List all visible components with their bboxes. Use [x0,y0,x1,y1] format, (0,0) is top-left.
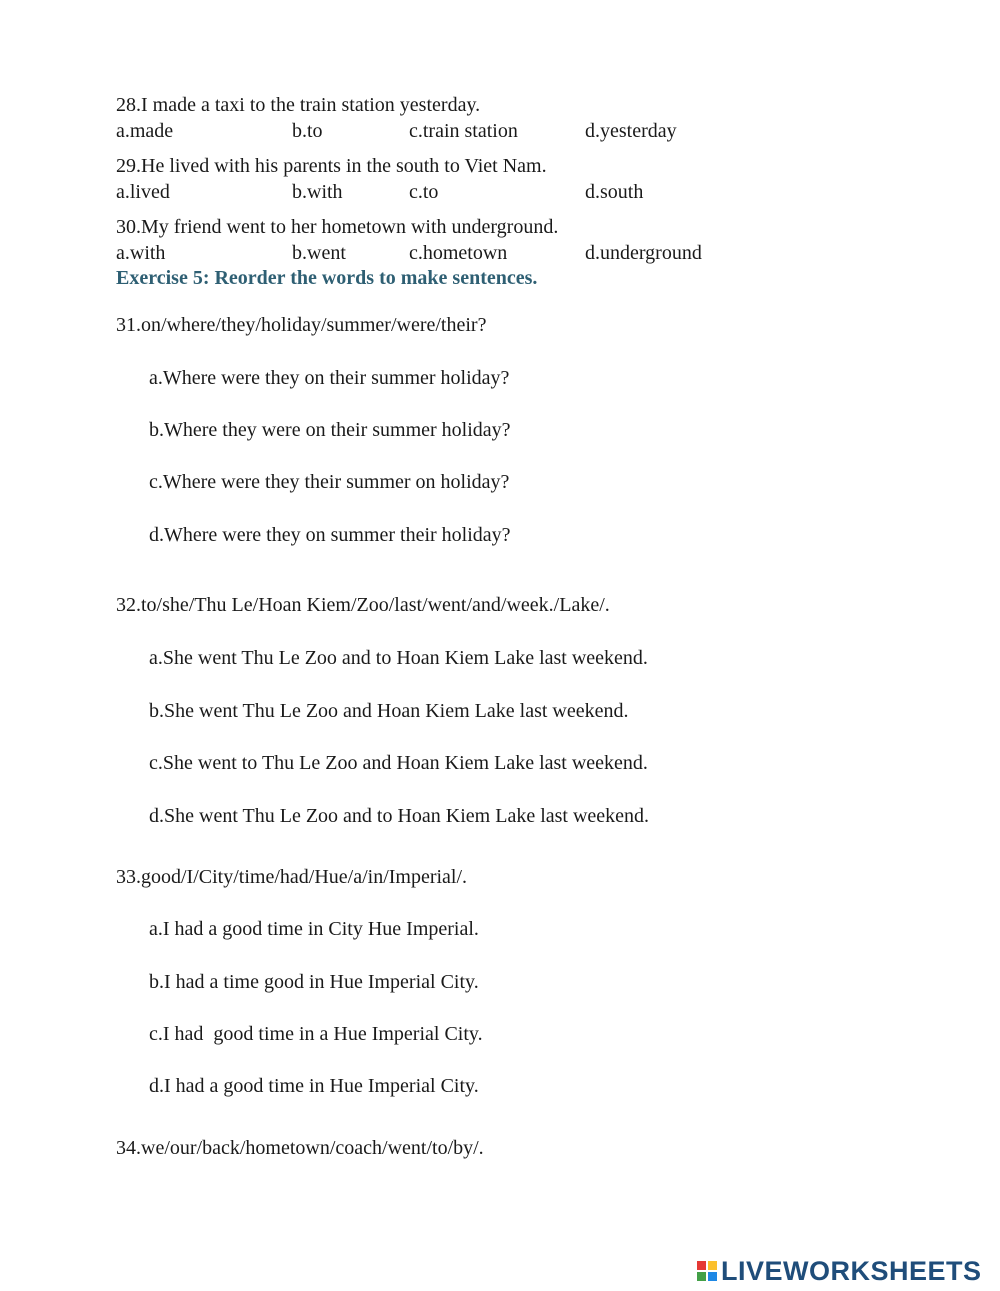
option-a[interactable]: a.with [116,242,166,264]
question-32-answer-d[interactable]: d.She went Thu Le Zoo and to Hoan Kiem Lake last weekend. [149,805,650,827]
question-31-prompt: 31.on/where/they/holiday/summer/were/their? [116,314,487,336]
question-33-answer-b[interactable]: b.I had a time good in Hue Imperial City. [149,971,479,993]
question-31-answer-a[interactable]: a.Where were they on their summer holiday? [149,367,510,389]
question-33-answer-a[interactable]: a.I had a good time in City Hue Imperial. [149,918,479,940]
logo-square-blue [708,1272,717,1281]
question-33-prompt: 33.good/I/City/time/had/Hue/a/in/Imperial/. [116,866,468,888]
option-d[interactable]: d.yesterday [585,120,677,142]
question-32-answer-c[interactable]: c.She went to Thu Le Zoo and Hoan Kiem Lake last weekend. [149,752,648,774]
logo-mark-icon [697,1261,717,1281]
option-c[interactable]: c.train station [409,120,518,142]
option-c[interactable]: c.hometown [409,242,508,264]
logo-square-green [697,1272,706,1281]
option-b[interactable]: b.went [292,242,346,264]
option-a[interactable]: a.made [116,120,174,142]
option-d[interactable]: d.south [585,181,644,203]
option-b[interactable]: b.to [292,120,323,142]
option-d[interactable]: d.underground [585,242,702,264]
question-30-stem: 30.My friend went to her hometown with underground. [116,216,559,238]
question-32-answer-b[interactable]: b.She went Thu Le Zoo and Hoan Kiem Lake last weekend. [149,700,629,722]
option-c[interactable]: c.to [409,181,439,203]
question-32-prompt: 32.to/she/Thu Le/Hoan Kiem/Zoo/last/went/and/week./Lake/. [116,594,610,616]
logo-square-red [697,1261,706,1270]
question-32-answer-a[interactable]: a.She went Thu Le Zoo and to Hoan Kiem Lake last weekend. [149,647,648,669]
question-31-answer-c[interactable]: c.Where were they their summer on holiday? [149,471,510,493]
liveworksheets-logo[interactable] [697,1255,982,1287]
logo-square-yellow [708,1261,717,1270]
question-31-answer-d[interactable]: d.Where were they on summer their holiday? [149,524,511,546]
question-34-prompt: 34.we/our/back/hometown/coach/went/to/by/. [116,1137,484,1159]
exercise-5-heading: Exercise 5: Reorder the words to make sentences. [116,267,538,289]
question-33-answer-c[interactable]: c.I had good time in a Hue Imperial City. [149,1023,483,1045]
question-28-stem: 28.I made a taxi to the train station yesterday. [116,94,481,116]
option-b[interactable]: b.with [292,181,343,203]
logo-text: LIVEWORKSHEETS [721,1255,982,1286]
question-29-stem: 29.He lived with his parents in the south to Viet Nam. [116,155,547,177]
question-33-answer-d[interactable]: d.I had a good time in Hue Imperial City. [149,1075,479,1097]
option-a[interactable]: a.lived [116,181,170,203]
question-31-answer-b[interactable]: b.Where they were on their summer holiday? [149,419,511,441]
